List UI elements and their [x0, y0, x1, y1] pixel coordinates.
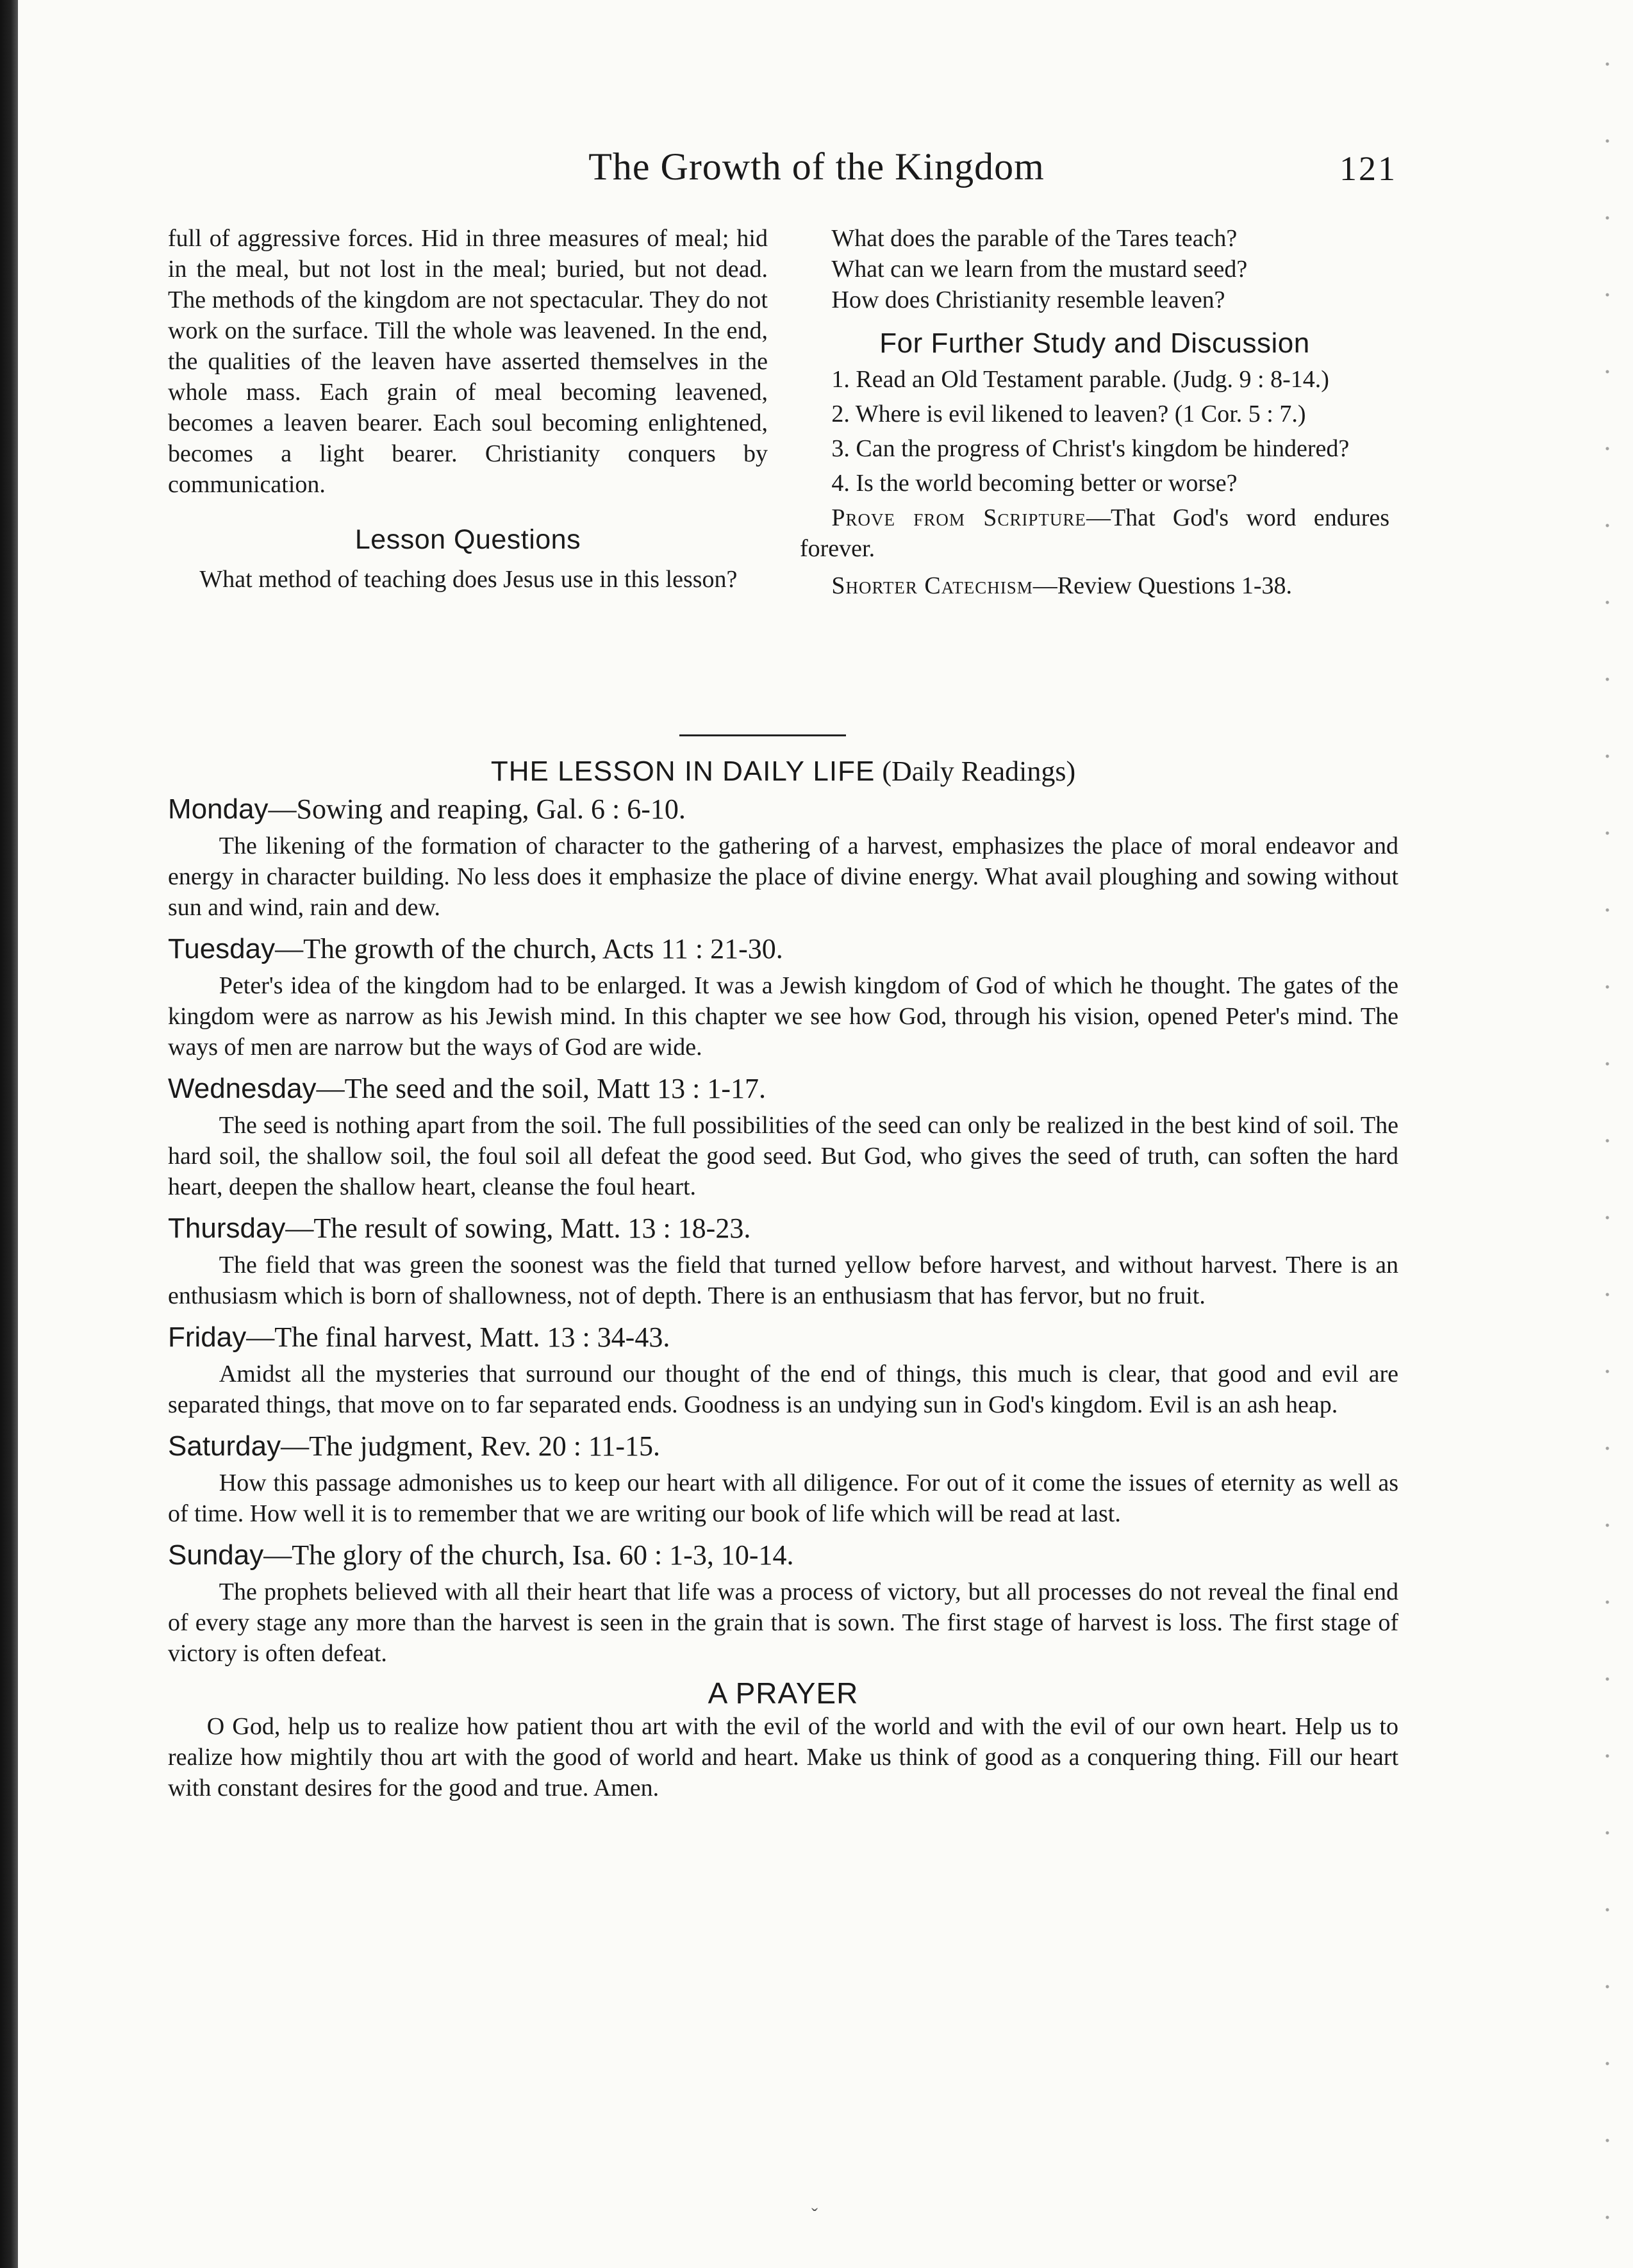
day-reading: —The growth of the church, Acts 11 : 21-30. [275, 933, 783, 964]
day-text: The seed is nothing apart from the soil. The full possibilities of the seed can only be realized in the best kind of soil. The hard soil, the shallow soil, the foul soil all defeat the good seed. But God, who gives the seed of truth, can soften the hard heart, deepen the shallow heart, cleanse the foul heart. [168, 1112, 1398, 1200]
right-column [800, 223, 1389, 601]
shorter-catechism [800, 570, 1389, 601]
day-reading: —The judgment, Rev. 20 : 11-15. [281, 1430, 660, 1462]
running-head-title: The Growth of the Kingdom [588, 145, 1045, 188]
study-item: 2. Where is evil likened to leaven? (1 Cor. 5 : 7.) [831, 401, 1306, 427]
day-heading [168, 1072, 1398, 1106]
further-study-heading: For Further Study and Discussion [879, 327, 1310, 359]
page-binding-edge [0, 0, 18, 2268]
day-saturday [168, 1429, 1398, 1529]
day-heading [168, 1320, 1398, 1355]
day-heading [168, 1429, 1398, 1464]
printer-mark: ˇ [811, 2205, 818, 2226]
day-text: The field that was green the soonest was the field that turned yellow before harvest, and without harvest. There is an enthusiasm which is born of shallowness, not of depth. There is an enthusiasm that has fervor, but no fruit. [168, 1252, 1398, 1309]
lesson-questions-heading: Lesson Questions [354, 524, 581, 555]
day-text: The likening of the formation of character to the gathering of a harvest, emphasizes the place of moral endeavor and energy in character building. No less does it emphasize the place of divine energy. What avail ploughing and sowing without sun and wind, rain and dew. [168, 832, 1398, 921]
day-reading: —The seed and the soil, Matt 13 : 1-17. [316, 1073, 766, 1104]
day-reading: —The glory of the church, Isa. 60 : 1-3, 10-14. [263, 1539, 794, 1571]
lesson-question: How does Christianity resemble leaven? [831, 286, 1225, 313]
study-item: 1. Read an Old Testament parable. (Judg. 9 : 8-14.) [831, 366, 1329, 393]
day-heading [168, 1211, 1398, 1246]
day-reading: —The final harvest, Matt. 13 : 34-43. [246, 1321, 670, 1353]
day-friday [168, 1320, 1398, 1420]
day-heading [168, 1538, 1398, 1573]
prayer-heading: A PRAYER [708, 1676, 859, 1710]
prove-text: —That God's word endures forever. [800, 504, 1389, 562]
day-wednesday [168, 1072, 1398, 1202]
leaven-paragraph: full of aggressive forces. Hid in three measures of meal; hid in the meal, but not lost in the meal; buried, but not dead. The methods of the kingdom are not spectacular. They do not work on the surface. Till the whole was leavened. In the end, the qualities of the leaven have asserted themselves in the whole mass. Each grain of meal becoming leavened, becomes a leaven bearer. Each soul becoming enlightened, becomes a light bearer. Christianity conquers by communication. [168, 225, 768, 498]
day-text: Amidst all the mysteries that surround our thought of the end of things, this much is clear, that good and evil are separated things, that move on to far separated ends. Goodness is an undying sun in God's kingdom. Evil is an ash heap. [168, 1361, 1398, 1418]
day-name: Friday [168, 1321, 247, 1353]
lesson-question: What can we learn from the mustard seed? [831, 256, 1248, 283]
left-column [168, 223, 768, 595]
study-item: 4. Is the world becoming better or worse? [831, 470, 1238, 497]
day-monday [168, 792, 1398, 923]
day-name: Wednesday [168, 1073, 317, 1104]
lesson-question: What does the parable of the Tares teach? [831, 225, 1238, 252]
daily-readings-section [168, 750, 1398, 1803]
day-reading: —Sowing and reaping, Gal. 6 : 6-10. [268, 793, 686, 825]
study-item: 3. Can the progress of Christ's kingdom be hindered? [831, 435, 1350, 462]
day-name: Monday [168, 793, 269, 825]
scan-specks [1601, 26, 1614, 2237]
day-reading: —The result of sowing, Matt. 13 : 18-23. [285, 1213, 751, 1244]
lesson-question: What method of teaching does Jesus use in this lesson? [199, 566, 738, 593]
day-heading [168, 792, 1398, 827]
day-text: The prophets believed with all their heart that life was a process of victory, but all processes do not reveal the final end of every stage any more than the harvest is seen in the grain that is sown. The first stage of harvest is loss. The first stage of victory is often defeat. [168, 1578, 1398, 1667]
day-text: How this passage admonishes us to keep our heart with all diligence. For out of it come the issues of eternity as well as of time. How well it is to remember that we are writing our book of life which will be read at last. [168, 1469, 1398, 1527]
catechism-label: Shorter Catechism [831, 572, 1033, 599]
day-name: Saturday [168, 1430, 281, 1462]
day-name: Sunday [168, 1539, 264, 1571]
daily-readings-title [168, 756, 1398, 787]
day-name: Tuesday [168, 933, 276, 964]
prove-from-scripture [800, 502, 1389, 564]
day-text: Peter's idea of the kingdom had to be enlarged. It was a Jewish kingdom of God of which he thought. The gates of the kingdom were as narrow as his Jewish mind. In this chapter we see how God, through his vision, opened Peter's mind. The ways of men are narrow but the ways of God are wide. [168, 972, 1398, 1061]
daily-title-text: THE LESSON IN DAILY LIFE [490, 756, 875, 787]
day-tuesday [168, 932, 1398, 1063]
prove-label: Prove from Scripture [831, 504, 1086, 531]
catechism-text: —Review Questions 1-38. [1032, 572, 1292, 599]
day-name: Thursday [168, 1213, 286, 1244]
day-thursday [168, 1211, 1398, 1311]
day-sunday [168, 1538, 1398, 1669]
prayer-text: O God, help us to realize how patient thou art with the evil of the world and with the evil of our own heart. Help us to realize how mightily thou art with the good of world and heart. Make us think of good as a conquering thing. Fill our heart with constant desires for the good and true. Amen. [168, 1713, 1398, 1801]
day-heading [168, 932, 1398, 966]
section-divider [679, 734, 846, 736]
page-number: 121 [1339, 149, 1397, 188]
daily-subtitle-text: (Daily Readings) [882, 756, 1076, 787]
